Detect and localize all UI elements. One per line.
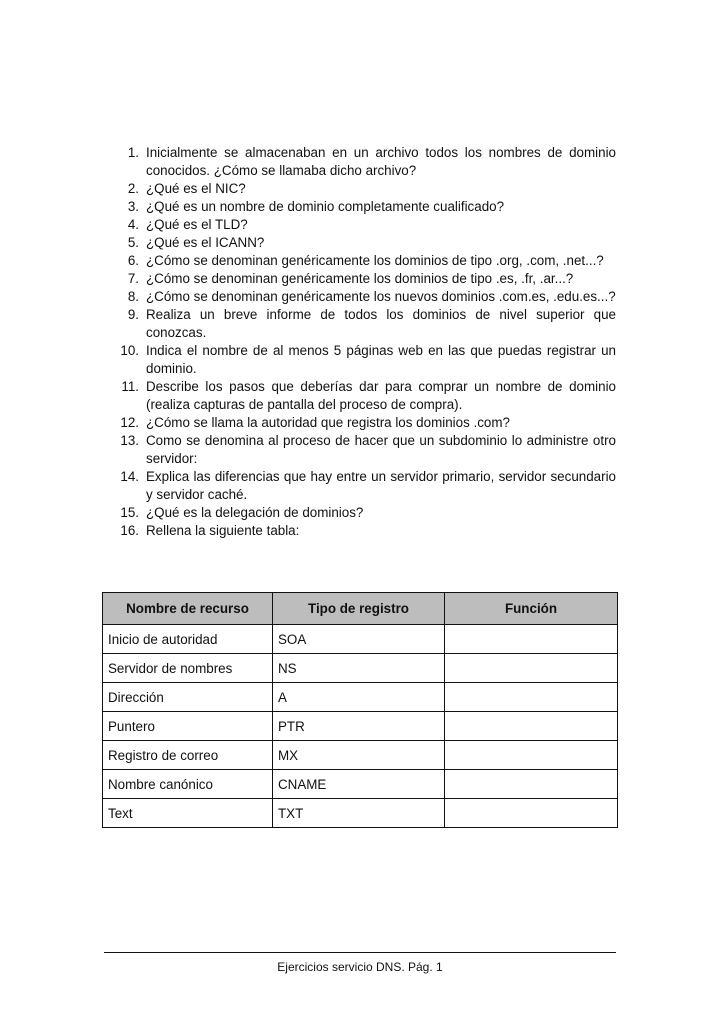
- question-number: 5.: [127, 235, 139, 250]
- question-number: 2.: [127, 181, 139, 196]
- question-number: 3.: [127, 199, 139, 214]
- question-number: 6.: [127, 253, 139, 268]
- question-number: 15.: [120, 505, 139, 520]
- question-text: Realiza un breve informe de todos los dominios de nivel superior que conozcas.: [146, 307, 616, 340]
- record-type-cell: SOA: [273, 625, 445, 654]
- question-number: 1.: [127, 145, 139, 160]
- question-text: Explica las diferencias que hay entre un servidor primario, servidor secundario y servidor caché.: [146, 469, 616, 502]
- function-cell: [445, 741, 618, 770]
- question-item: [110, 306, 616, 342]
- question-text: ¿Qué es la delegación de dominios?: [146, 505, 364, 520]
- question-text: ¿Cómo se denominan genéricamente los nuevos dominios .com.es, .edu.es...?: [146, 289, 616, 304]
- question-number: 10.: [120, 343, 139, 358]
- question-text: ¿Qué es un nombre de dominio completamente cualificado?: [146, 199, 505, 214]
- footer-divider: [104, 952, 616, 953]
- question-text: Describe los pasos que deberías dar para comprar un nombre de dominio (realiza capturas de pantalla del proceso de compra).: [146, 379, 616, 412]
- question-item: [110, 180, 616, 198]
- question-text: ¿Qué es el TLD?: [146, 217, 248, 232]
- resource-name-cell: Puntero: [103, 712, 273, 741]
- question-item: [110, 198, 616, 216]
- function-cell: [445, 770, 618, 799]
- question-text: ¿Cómo se denominan genéricamente los dominios de tipo .es, .fr, .ar...?: [146, 271, 574, 286]
- table-row: [103, 654, 618, 683]
- record-type-cell: TXT: [273, 799, 445, 828]
- function-cell: [445, 654, 618, 683]
- question-number: 11.: [121, 379, 139, 394]
- question-list: [110, 144, 616, 540]
- question-text: Rellena la siguiente tabla:: [146, 523, 300, 538]
- table-row: [103, 741, 618, 770]
- function-cell: [445, 683, 618, 712]
- question-item: [110, 432, 616, 468]
- question-text: Indica el nombre de al menos 5 páginas web en las que puedas registrar un dominio.: [146, 343, 616, 376]
- question-number: 7.: [127, 271, 139, 286]
- question-item: [110, 216, 616, 234]
- question-item: [110, 234, 616, 252]
- question-number: 12.: [120, 415, 139, 430]
- question-number: 16.: [120, 523, 139, 538]
- header-tipo-de-registro: Tipo de registro: [273, 593, 445, 625]
- question-item: [110, 468, 616, 504]
- table-row: [103, 625, 618, 654]
- table-header-row: [103, 593, 618, 625]
- question-text: Inicialmente se almacenaban en un archivo todos los nombres de dominio conocidos. ¿Cómo se llamaba dicho archivo?: [146, 145, 616, 178]
- table-row: [103, 770, 618, 799]
- record-type-cell: A: [273, 683, 445, 712]
- resource-name-cell: Registro de correo: [103, 741, 273, 770]
- resource-name-cell: Servidor de nombres: [103, 654, 273, 683]
- question-number: 8.: [127, 289, 139, 304]
- question-item: [110, 378, 616, 414]
- resource-record-table: [102, 592, 618, 828]
- table-row: [103, 712, 618, 741]
- function-cell: [445, 625, 618, 654]
- question-text: ¿Cómo se denominan genéricamente los dominios de tipo .org, .com, .net...?: [146, 253, 604, 268]
- table-row: [103, 683, 618, 712]
- resource-name-cell: Inicio de autoridad: [103, 625, 273, 654]
- header-funcion: Función: [445, 593, 618, 625]
- header-nombre-de-recurso: Nombre de recurso: [103, 593, 273, 625]
- record-type-cell: PTR: [273, 712, 445, 741]
- question-item: [110, 522, 616, 540]
- question-item: [110, 144, 616, 180]
- resource-name-cell: Dirección: [103, 683, 273, 712]
- question-number: 14.: [120, 469, 139, 484]
- question-text: ¿Qué es el ICANN?: [146, 235, 265, 250]
- question-text: ¿Qué es el NIC?: [146, 181, 246, 196]
- question-text: ¿Cómo se llama la autoridad que registra los dominios .com?: [146, 415, 510, 430]
- question-item: [110, 288, 616, 306]
- record-type-cell: MX: [273, 741, 445, 770]
- record-type-cell: CNAME: [273, 770, 445, 799]
- question-number: 4.: [127, 217, 139, 232]
- question-item: [110, 342, 616, 378]
- question-item: [110, 414, 616, 432]
- resource-name-cell: Nombre canónico: [103, 770, 273, 799]
- resource-name-cell: Text: [103, 799, 273, 828]
- function-cell: [445, 712, 618, 741]
- question-item: [110, 504, 616, 522]
- function-cell: [445, 799, 618, 828]
- page-footer: Ejercicios servicio DNS. Pág. 1: [277, 960, 443, 974]
- question-text: Como se denomina al proceso de hacer que un subdominio lo administre otro servidor:: [146, 433, 616, 466]
- table-row: [103, 799, 618, 828]
- question-number: 9.: [127, 307, 139, 322]
- question-number: 13.: [120, 433, 139, 448]
- question-item: [110, 270, 616, 288]
- record-type-cell: NS: [273, 654, 445, 683]
- question-item: [110, 252, 616, 270]
